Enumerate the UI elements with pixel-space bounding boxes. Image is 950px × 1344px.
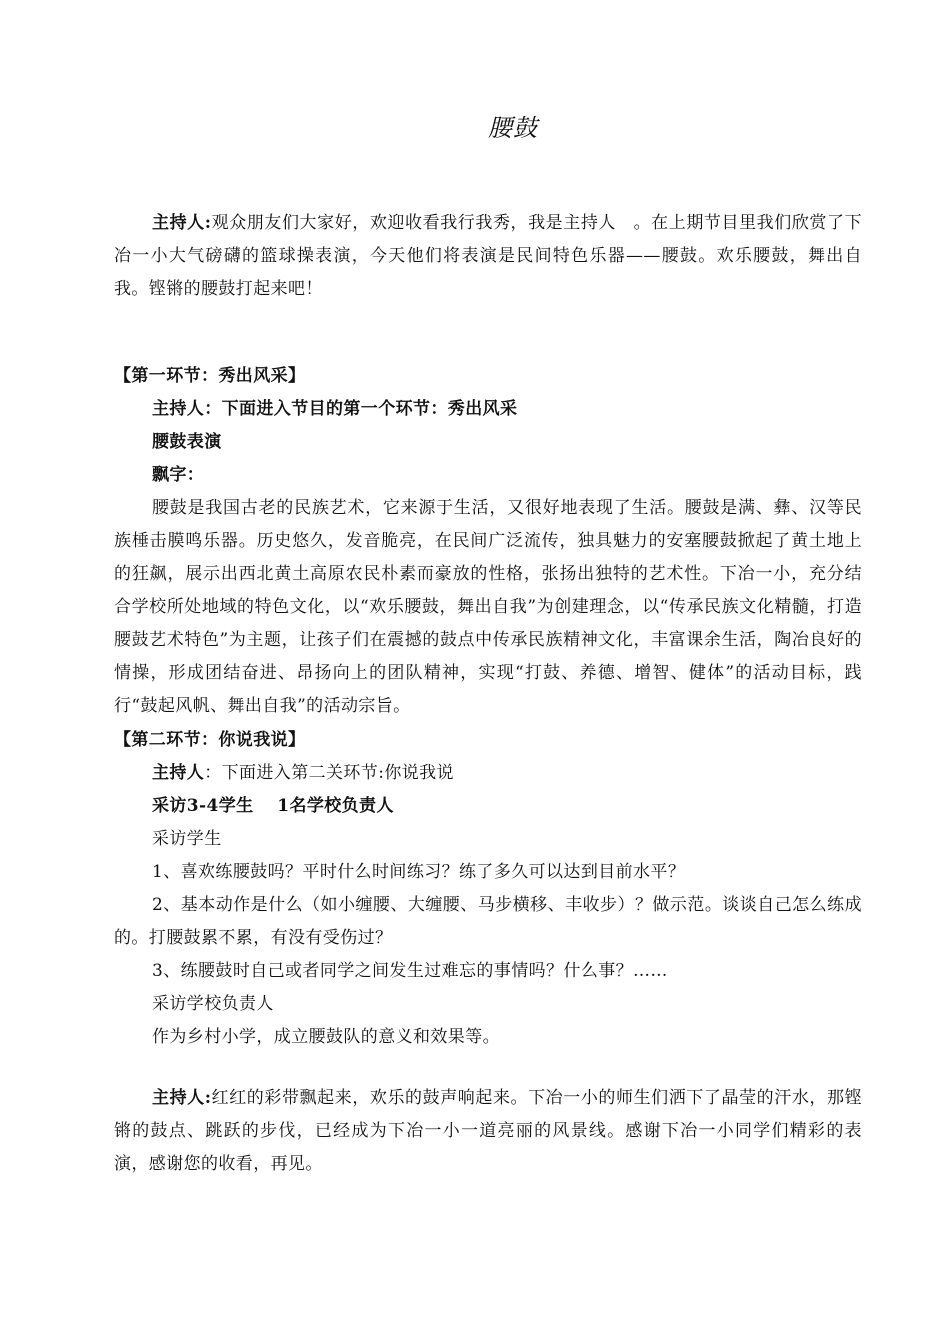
section2-leader-question: 作为乡村小学，成立腰鼓队的意义和效果等。 (152, 1027, 500, 1047)
section1-heading: 【第一环节：秀出风采】 (114, 366, 306, 386)
document-title: 腰鼓 (488, 114, 538, 142)
section1-performance: 腰鼓表演 (152, 432, 222, 452)
section2-question-1: 1、喜欢练腰鼓吗？平时什么时间练习？练了多久可以达到目前水平？ (152, 862, 686, 882)
intro-paragraph (114, 207, 862, 306)
section2-block (114, 724, 862, 1054)
section1-caption-label: 飘字： (152, 465, 205, 485)
section1-block (114, 360, 862, 723)
section2-interview-leader: 采访学校负责人 (152, 994, 274, 1014)
closing-speaker: 主持人 (152, 1088, 205, 1108)
section1-body: 腰鼓是我国古老的民族艺术，它来源于生活，又很好地表现了生活。腰鼓是满、彝、汉等民族棰击膜鸣乐器。历史悠久，发音脆亮，在民间广泛流传，独具魅力的安塞腰鼓掀起了黄土地上的狂飙，展示出西北黄土高原农民朴素而豪放的性格，张扬出独特的艺术性。下冶一小，充分结合学校所处地域的特色文化，以“欢乐腰鼓，舞出自我”为创建理念，以“传承民族文化精髓，打造腰鼓艺术特色”为主题，让孩子们在震撼的鼓点中传承民族精神文化，丰富课余生活，陶冶良好的情操，形成团结奋进、昂扬向上的团队精神，实现“打鼓、养德、增智、健体”的活动目标，践行“鼓起风帆、舞出自我”的活动宗旨。 (114, 498, 862, 716)
section2-question-2: 2、基本动作是什么（如小缠腰、大缠腰、马步横移、丰收步）？做示范。谈谈自己怎么练成的。打腰鼓累不累，有没有受伤过？ (114, 895, 862, 948)
section2-host-line (114, 757, 862, 790)
section2-host-text: ：下面进入第二关环节:你说我说 (204, 763, 454, 783)
section2-interview-students: 采访学生 (152, 829, 222, 849)
intro-text: 观众朋友们大家好，欢迎收看我行我秀，我是主持人 。在上期节目里我们欣赏了下冶一小大气磅礴的篮球操表演，今天他们将表演是民间特色乐器——腰鼓。欢乐腰鼓，舞出自我。铿锵的腰鼓打起来吧！ (114, 213, 862, 299)
section2-host-speaker: 主持人 (152, 763, 205, 783)
closing-paragraph (114, 1082, 862, 1181)
section2-interview-plan: 采访3-4学生 1名学校负责人 (152, 796, 394, 816)
closing-text: 红红的彩带飘起来，欢乐的鼓声响起来。下冶一小的师生们洒下了晶莹的汗水，那铿锵的鼓点、跳跃的步伐，已经成为下冶一小一道亮丽的风景线。感谢下冶一小同学们精彩的表演，感谢您的收看，再见。 (114, 1088, 862, 1174)
section2-heading: 【第二环节：你说我说】 (114, 730, 306, 750)
closing-block (114, 1082, 862, 1181)
intro-block (114, 207, 862, 306)
section1-host-line: 主持人：下面进入节目的第一个环节：秀出风采 (152, 399, 518, 419)
closing-colon: : (204, 1088, 212, 1108)
section2-question-3: 3、练腰鼓时自己或者同学之间发生过难忘的事情吗？什么事？…… (152, 961, 668, 981)
intro-colon: : (204, 213, 212, 233)
intro-speaker: 主持人 (152, 213, 205, 233)
